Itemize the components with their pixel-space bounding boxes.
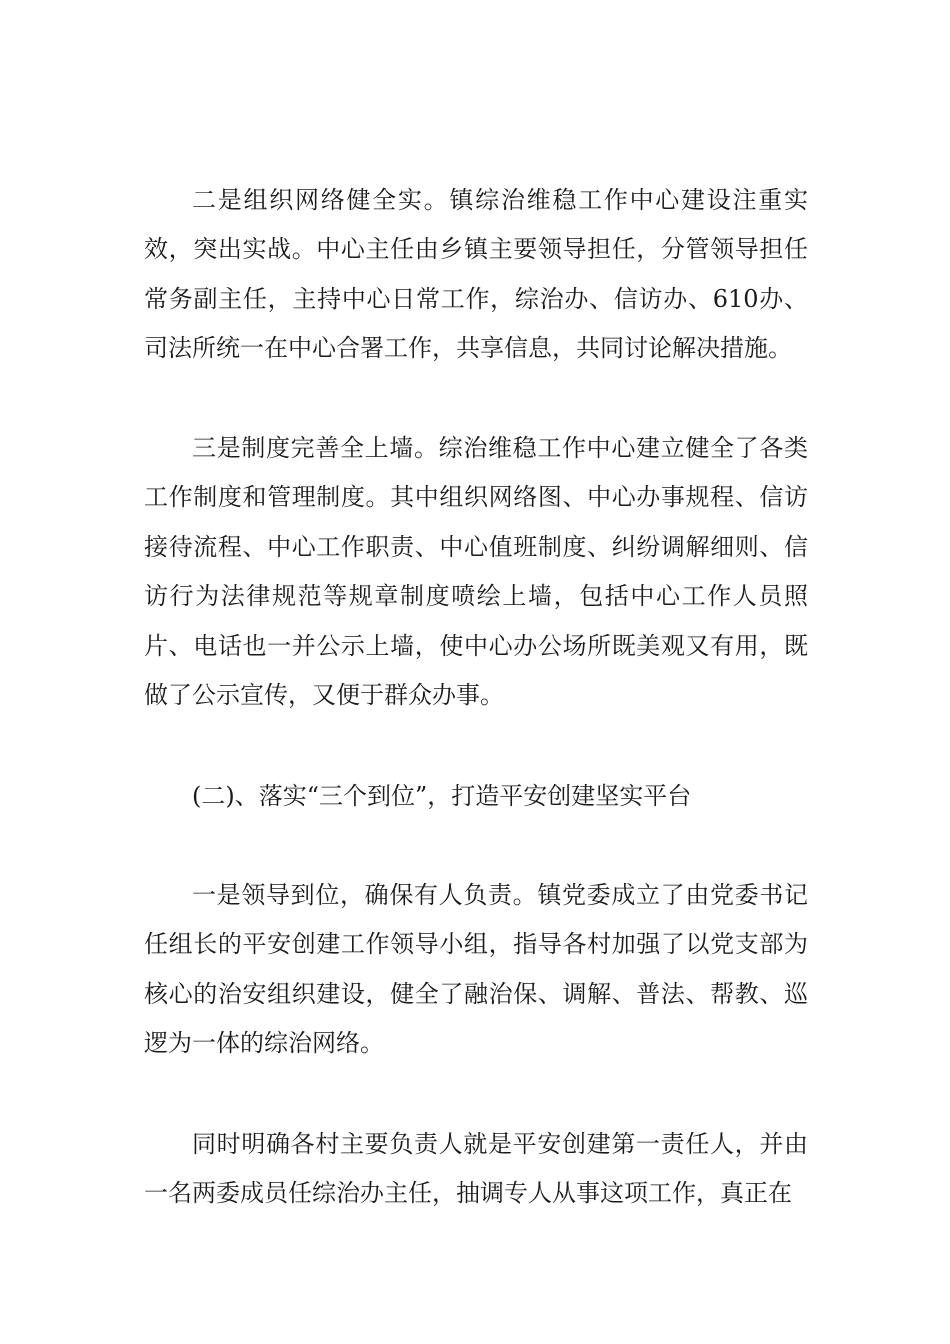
paragraph-organization-network: 二是组织网络健全实。镇综治维稳工作中心建设注重实效，突出实战。中心主任由乡镇主要领导担任，分管领导担任常务副主任，主持中心日常工作，综治办、信访办、610办、司法所统一在中心合署工作，共享信息，共同讨论解决措施。 bbox=[144, 186, 808, 363]
paragraph-leadership: 一是领导到位，确保有人负责。镇党委成立了由党委书记任组长的平安创建工作领导小组，指导各村加强了以党支部为核心的治安组织建设，健全了融治保、调解、普法、帮教、巡逻为一体的综治网络。 bbox=[144, 881, 808, 1058]
paragraph-responsibility: 同时明确各村主要负责人就是平安创建第一责任人，并由一名两委成员任综治办主任，抽调专人从事这项工作，真正在 bbox=[144, 1130, 808, 1208]
paragraph-system-rules: 三是制度完善全上墙。综治维稳工作中心建立健全了各类工作制度和管理制度。其中组织网络图、中心办事规程、信访接待流程、中心工作职责、中心值班制度、纠纷调解细则、信访行为法律规范等规章制度喷绘上墙，包括中心工作人员照片、电话也一并公示上墙，使中心办公场所既美观又有用，既做了公示宣传，又便于群众办事。 bbox=[144, 434, 808, 710]
section-heading: (二)、落实“三个到位”，打造平安创建坚实平台 bbox=[192, 782, 692, 810]
